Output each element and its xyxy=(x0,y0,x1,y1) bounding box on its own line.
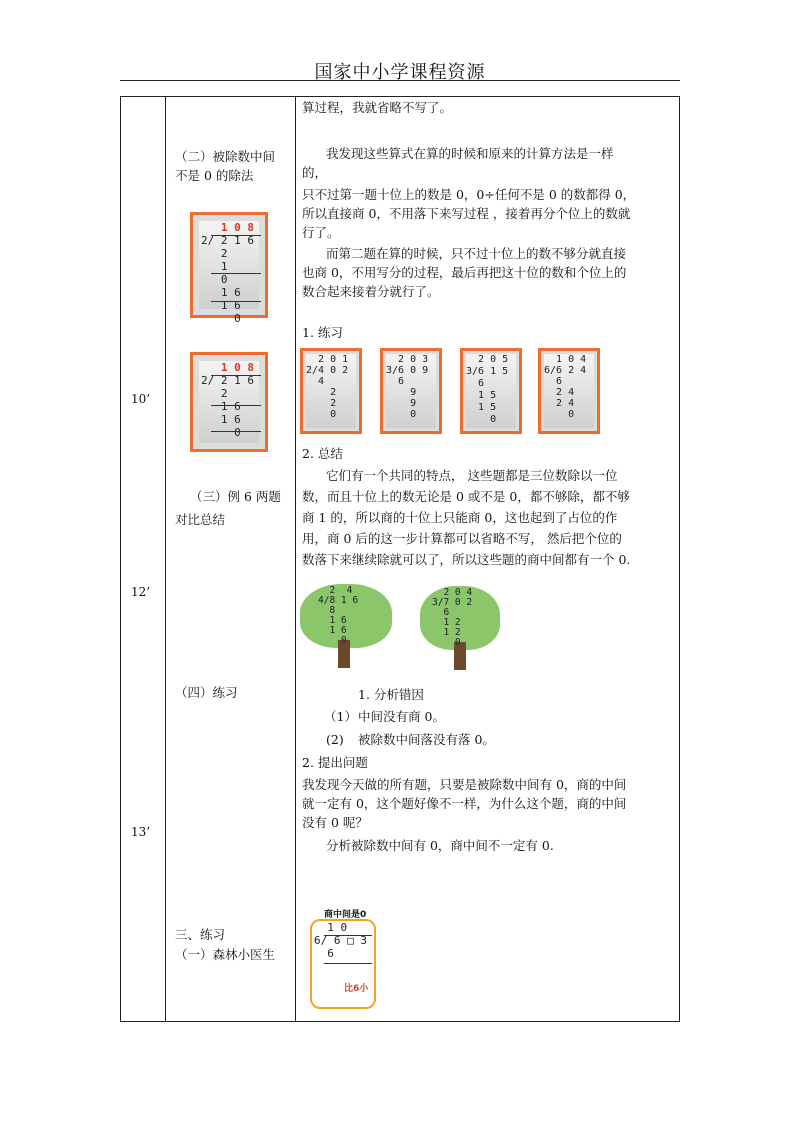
card1-line-2: 2/ 2 1 6 xyxy=(201,234,254,247)
division-card-2-digits xyxy=(201,361,254,439)
paragraph-4-line3: 数合起来接着分就行了。 xyxy=(302,284,440,299)
ex4-line-2: 6/6 2 4 xyxy=(544,365,587,376)
summary-line1: 它们有一个共同的特点， 这些题都是三位数除以一位 xyxy=(326,468,618,483)
section-4-title: （四）练习 xyxy=(175,685,238,700)
ex2-line-2: 3/6 0 9 xyxy=(386,365,429,376)
card2-line-5: 1 6 xyxy=(201,400,241,413)
ex3-line-4: 1 5 xyxy=(466,390,497,401)
ex2-line-7: 0 xyxy=(386,409,417,420)
summary-line4: 用，商 0 后的这一步计算都可以省略不写， 然后把个位的 xyxy=(302,531,622,546)
paragraph-4-line2: 也商 0，不用写分的过程，最后再把这十位的数和个位上的 xyxy=(302,265,627,280)
card2-line-2: 2/ 2 1 6 xyxy=(201,374,254,387)
ex1-line-6: 2 xyxy=(306,398,337,409)
tree2-line-3: 6 xyxy=(432,607,450,618)
time-12: 12’ xyxy=(131,585,151,599)
ex4-line-6: 2 4 xyxy=(544,398,575,409)
card2-line-1: 1 0 8 xyxy=(201,361,254,374)
page-header: 国家中小学课程资源 xyxy=(314,62,486,83)
analysis-1-text: 中间没有商 0。 xyxy=(358,709,445,724)
ex2-line-6: 9 xyxy=(386,398,417,409)
tree1-line-2: 4/8 1 6 xyxy=(318,595,359,606)
ex3-line-2: 3/6 1 5 xyxy=(466,366,509,377)
card1-line-7: 1 6 xyxy=(201,286,241,299)
paragraph-2-line1: 我发现这些算式在算的时候和原来的计算方法是一样 xyxy=(326,146,614,161)
ex3-line-5: 1 5 xyxy=(466,402,497,413)
card1-line-8: 1 6 xyxy=(201,299,241,312)
conclusion: 分析被除数中间有 0，商中间不一定有 0. xyxy=(326,838,554,853)
section-5-title-line1: 三、练习 xyxy=(175,927,226,942)
tree2-line-1: 2 0 4 xyxy=(432,587,473,598)
paragraph-1: 算过程，我就省略不写了。 xyxy=(302,100,453,115)
header-divider xyxy=(120,80,680,81)
tree2-line-6: 0 xyxy=(432,637,461,648)
exercise-card-3 xyxy=(460,348,522,434)
division-card-2 xyxy=(190,352,268,452)
card2-line-7: 0 xyxy=(201,426,241,439)
section-2-title-line1: （二）被除数中间 xyxy=(175,149,276,164)
tree1-line-1: 2 4 xyxy=(318,585,353,596)
question-line2: 就一定有 0，这个题好像不一样，为什么这个题，商的中间 xyxy=(302,796,627,811)
exercise-card-4 xyxy=(538,348,600,434)
summary-title: 2. 总结 xyxy=(302,446,343,461)
question-line3: 没有 0 呢？ xyxy=(302,815,368,830)
doctor-line-2: 6/ 6 □ 3 xyxy=(314,934,367,947)
section-3-title-line1: （三）例 6 两题 xyxy=(190,489,281,504)
paragraph-3-line3: 行了。 xyxy=(302,225,340,240)
paragraph-3-line2: 所以直接商 0，不用落下来写过程 ，接着再分个位上的数就 xyxy=(302,206,631,221)
forest-doctor-title: 商中间是0 xyxy=(324,910,367,920)
tree1-line-6: 0 xyxy=(318,635,347,646)
analysis-title: 1. 分析错因 xyxy=(358,687,424,702)
forest-doctor-note: 比6小 xyxy=(344,984,369,994)
division-card-1 xyxy=(190,212,268,325)
tree-problem-1-digits xyxy=(318,586,358,646)
analysis-1-num: （1） xyxy=(324,709,357,724)
section-2-title-line2: 不是 0 的除法 xyxy=(175,168,254,183)
section-5-title-line2: （一）森林小医生 xyxy=(175,947,276,962)
summary-line5: 数落下来继续除就可以了，所以这些题的商中间都有一个 0. xyxy=(302,552,631,567)
analysis-2-num: (2) xyxy=(326,732,344,747)
tree-problem-2-digits xyxy=(432,588,472,648)
card1-line-5: 1 xyxy=(201,260,228,273)
ex3-line-3: 6 xyxy=(466,378,485,389)
card1-line-3: 2 xyxy=(201,247,228,260)
tree1-line-4: 1 6 xyxy=(318,615,347,626)
question-line1: 我发现今天做的所有题，只要是被除数中间有 0，商的中间 xyxy=(302,777,627,792)
ex3-line-6: 0 xyxy=(466,414,497,425)
section-3-title-line2: 对比总结 xyxy=(175,512,226,527)
question-title: 2. 提出问题 xyxy=(302,755,368,770)
exercise-card-1-digits xyxy=(306,354,348,420)
time-10: 10’ xyxy=(131,392,151,406)
paragraph-4-line1: 而第二题在算的时候，只不过十位上的数不够分就直接 xyxy=(326,246,627,261)
tree1-line-3: 8 xyxy=(318,605,336,616)
card1-line-9: 0 xyxy=(201,312,241,325)
tree1-line-5: 1 6 xyxy=(318,625,347,636)
ex2-line-5: 9 xyxy=(386,387,417,398)
exercise-card-4-digits xyxy=(544,354,586,420)
card2-line-3: 2 xyxy=(201,387,228,400)
exercise-card-2 xyxy=(380,348,442,434)
forest-doctor-digits xyxy=(314,921,367,960)
ex4-line-3: 6 xyxy=(544,376,563,387)
analysis-2-text: 被除数中间落没有落 0。 xyxy=(358,732,495,747)
ex2-line-1: 2 0 3 xyxy=(386,354,429,365)
ex2-line-3: 6 xyxy=(386,376,405,387)
ex3-line-1: 2 0 5 xyxy=(466,354,509,365)
summary-line2: 数，而且十位上的数无论是 0 或不是 0，都不够除，都不够 xyxy=(302,489,630,504)
paragraph-3-line1: 只不过第一题十位上的数是 0，0÷任何不是 0 的数都得 0， xyxy=(302,187,636,202)
ex4-line-7: 0 xyxy=(544,409,575,420)
tree-problem-1 xyxy=(300,584,392,670)
paragraph-2-line2: 的， xyxy=(302,165,328,180)
tree2-line-5: 1 2 xyxy=(432,627,461,638)
time-13: 13’ xyxy=(131,825,151,839)
ex1-line-1: 2 0 1 xyxy=(306,354,349,365)
ex1-line-3: 4 xyxy=(306,376,325,387)
exercise-title: 1. 练习 xyxy=(302,325,343,340)
summary-line3: 商 1 的，所以商的十位上只能商 0，这也起到了占位的作 xyxy=(302,510,618,525)
tree2-line-4: 1 2 xyxy=(432,617,461,628)
ex1-line-5: 2 xyxy=(306,387,337,398)
card1-line-6: 0 xyxy=(201,273,228,286)
exercise-card-2-digits xyxy=(386,354,428,420)
exercise-card-1 xyxy=(300,348,362,434)
doctor-line-1: 1 0 xyxy=(314,921,348,934)
column-divider-1 xyxy=(165,97,166,1021)
tree-problem-2 xyxy=(418,586,502,672)
doctor-line-3: 6 xyxy=(314,947,334,960)
card2-line-6: 1 6 xyxy=(201,413,241,426)
ex1-line-2: 2/4 0 2 xyxy=(306,365,349,376)
card1-line-1: 1 0 8 xyxy=(201,221,254,234)
column-divider-2 xyxy=(295,97,296,1021)
ex4-line-5: 2 4 xyxy=(544,387,575,398)
forest-doctor-problem xyxy=(308,905,380,1011)
tree2-line-2: 3/7 0 2 xyxy=(432,597,473,608)
exercise-card-3-digits xyxy=(466,354,508,426)
ex4-line-1: 1 0 4 xyxy=(544,354,587,365)
ex1-line-7: 0 xyxy=(306,409,337,420)
